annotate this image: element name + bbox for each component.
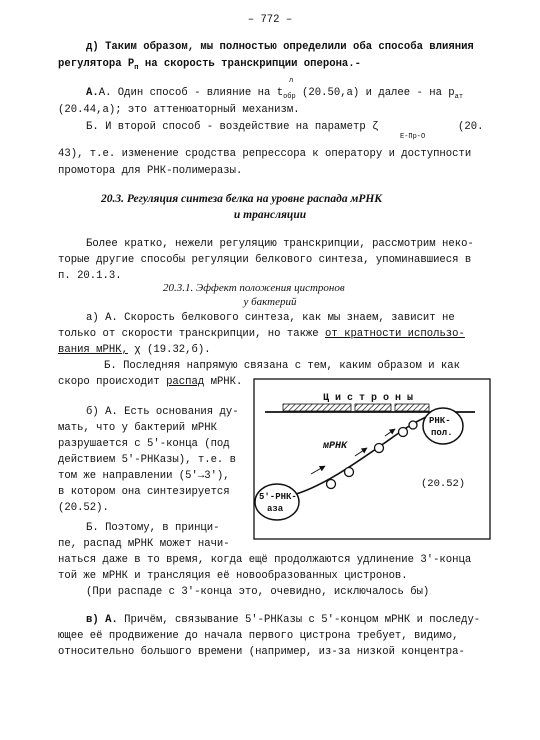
para-v-line-1: в) А. Причём, связывание 5'-РНКазы с 5'-концом мРНК и последу- [86, 614, 481, 626]
section-title-line-2: и трансляции [233, 209, 307, 221]
ribosome-1 [327, 480, 336, 489]
para-b-subscript: E-Пр-О [400, 133, 426, 141]
para-b-line-2: 43), т.е. изменение сродства репрессора к оператору и доступности [58, 148, 472, 160]
para-b2-line-1: б) А. Есть основания ду- [86, 406, 239, 418]
para-d-line-1: д) Таким образом, мы полностью определили оба способа влияния [86, 41, 474, 53]
section-title-line-1: 20.3. Регуляция синтеза белка на уровне распада мРНК [101, 193, 383, 205]
ribosome-4 [399, 428, 408, 437]
para-b2-line-7: (20.52). [58, 502, 109, 514]
ribosome-2 [345, 468, 354, 477]
para-a2-line-2: только от скорости транскрипции, но также от кратности использо- [58, 328, 465, 340]
para-b2b-line-3: наться даже в то время, когда ещё продолжаются удлинение 3'-конца [58, 554, 472, 566]
cistron-3 [395, 404, 429, 411]
polymerase-label-2: пол. [431, 428, 453, 438]
arrow-2 [355, 448, 367, 456]
subsection-title-line-1: 20.3.1. Эффект положения цистронов [163, 282, 345, 294]
para-b-ref: (20. [458, 121, 484, 133]
para-b2-line-4: действием 5'-РНКазы), т.е. в [58, 454, 237, 466]
para-b2-line-5: том же направлении (5'→3'), [58, 470, 230, 482]
cistron-2 [355, 404, 391, 411]
rnase-label-2: аза [267, 504, 284, 514]
figure-equation-ref: (20.52) [421, 478, 466, 490]
rnase-label-1: 5'-РНК- [259, 492, 297, 502]
para-a-line-1: А.А. Один способ - влияние на $t_{обр}$ (20.50,а) и далее - на $p_{ат}$ [86, 87, 464, 101]
figure-20-52 [253, 378, 491, 540]
intro-line-2: торые другие способы регуляции белкового синтеза, упоминавшиеся в [58, 254, 472, 266]
cistron-1 [283, 404, 351, 411]
para-b-line-3: промотора для РНК-полимеразы. [58, 165, 243, 177]
para-b2b-line-5: (При распаде с 3'-конца это, очевидно, исключалось бы) [86, 586, 430, 598]
arrow-3 [385, 429, 395, 436]
page-number: – 772 – [247, 14, 293, 26]
para-b2b-line-4: той же мРНК и трансляция её новообразованных цистронов. [58, 570, 408, 582]
para-v-line-2: ющее её продвижение до начала первого цистрона требует, видимо, [58, 630, 459, 642]
intro-line-3: п. 20.1.3. [58, 270, 122, 282]
para-b2b-line-1: Б. Поэтому, в принци- [86, 522, 220, 534]
para-v-line-3: относительно большого времени (например, из-за низкой концентра- [58, 646, 465, 658]
para-b2-line-6: в котором она синтезируется [58, 486, 230, 498]
intro-line-1: Более кратко, нежели регуляцию транскрипции, рассмотрим неко- [86, 238, 474, 250]
ribosome-3 [375, 444, 384, 453]
para-a2b-line-1: Б. Последняя напрямую связана с тем, каким образом и как [104, 360, 461, 372]
para-a-superscript: л [289, 77, 294, 85]
para-b2-line-3: разрушается с 5'-конца (под [58, 438, 230, 450]
ribosome-5 [409, 421, 417, 429]
para-a2b-line-2: скоро происходит распад мРНК. [58, 376, 243, 388]
cistrons-label: Ц и с т р о н ы [323, 393, 414, 404]
para-b-line-1: Б. И второй способ - воздействие на параметр ζ [86, 121, 379, 133]
mrna-label: мРНК [323, 441, 348, 452]
para-b2b-line-2: пе, распад мРНК может начи- [58, 538, 230, 550]
polymerase-label-1: РНК- [429, 416, 451, 426]
para-a2-line-3: вания мРНК, χ (19.32,б). [58, 344, 211, 356]
rna-polymerase [423, 408, 463, 444]
para-a-line-2: (20.44,а); это аттенюаторный механизм. [58, 104, 300, 116]
para-b2-line-2: мать, что у бактерий мРНК [58, 422, 217, 434]
subsection-title-line-2: у бактерий [243, 296, 297, 308]
rnase-5prime [255, 484, 299, 520]
para-a2-line-1: а) А. Скорость белкового синтеза, как мы знаем, зависит не [86, 312, 455, 324]
para-d-line-2: регулятора $P_п$ на скорость транскрипции оперона.- [58, 58, 362, 72]
arrow-1 [311, 466, 325, 474]
